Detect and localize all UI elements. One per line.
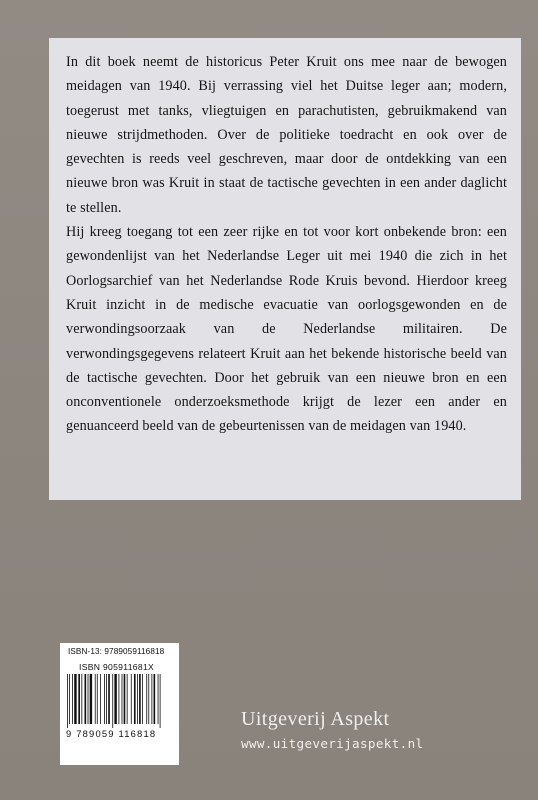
- isbn13-text: ISBN-13: 9789059116818: [68, 647, 165, 656]
- barcode-label: [60, 643, 179, 765]
- barcode-bars: [65, 674, 174, 728]
- barcode-digits: 9 789059 116818: [66, 728, 157, 739]
- publisher-url[interactable]: www.uitgeverijaspekt.nl: [241, 736, 424, 751]
- publisher-name: Uitgeverij Aspekt: [241, 708, 390, 730]
- blurb-text: In dit boek neemt de historicus Peter Kruit ons mee naar de bewogen meidagen van 1940. Bij verrassing viel het Duitse leger aan; modern, toegerust met tanks, vliegtuigen en parachutisten, gebruikmakend van nieuwe strijdmethoden. Over de politieke toedracht en ook over de gevechten is reeds veel geschreven, maar door de ontdekking van een nieuwe bron was Kruit in staat de tactische gevechten in een ander daglicht te stellen. Hij kreeg toegang tot een zeer rijke en tot voor kort onbekende bron: een gewondenlijst van het Nederlandse Leger uit mei 1940 die zich in het Oorlogsarchief van het Nederlandse Rode Kruis bevond. Hierdoor kreeg Kruit inzicht in de medische evacuatie van oorlogsgewonden en de verwondingsoorzaak van de Nederlandse militairen. De verwondingsgegevens relateert Kruit aan het bekende historische beeld van de tactische gevechten. Door het gebruik van een nieuwe bron en een onconventionele onderzoeksmethode krijgt de lezer een ander en genuanceerd beeld van de gebeurtenissen van de meidagen van 1940.: [66, 54, 507, 435]
- isbn10-text: ISBN 905911681X: [79, 662, 155, 672]
- blurb-panel: [49, 38, 521, 500]
